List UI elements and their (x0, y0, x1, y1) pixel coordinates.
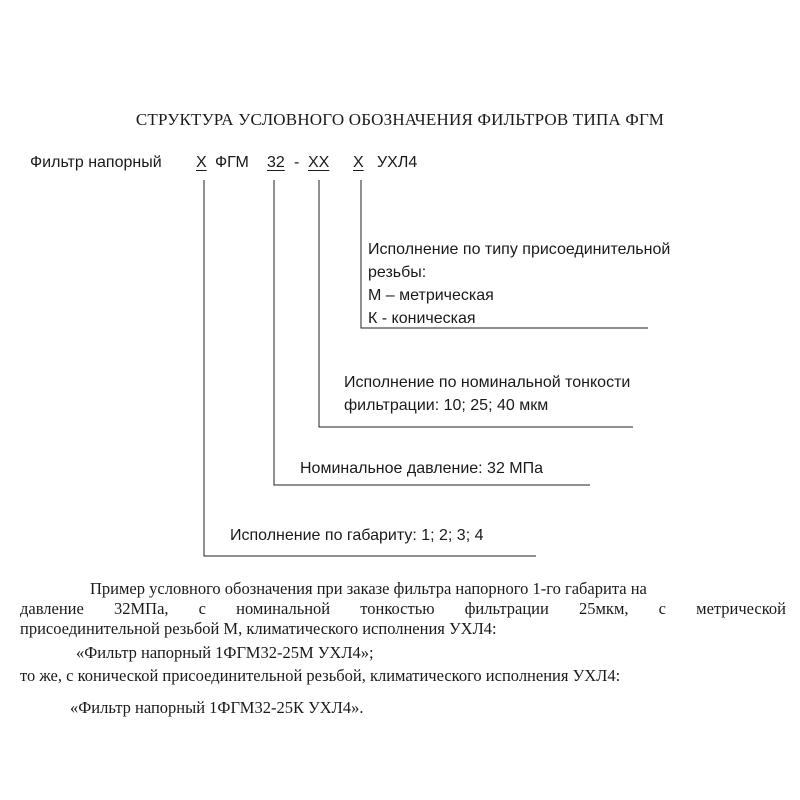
designation-climate: УХЛ4 (377, 154, 418, 171)
callout-thread-line: Исполнение по типу присоединительной (368, 241, 671, 258)
example-designation: «Фильтр напорный 1ФГМ32-25К УХЛ4». (70, 698, 364, 717)
designation-type: ФГМ (215, 154, 249, 171)
callout-pressure: Номинальное давление: 32 МПа (300, 460, 544, 477)
designation-prefix: Фильтр напорный (30, 154, 162, 171)
designation-size-code: Х (196, 154, 207, 171)
callout-thread-line: резьбы: (368, 264, 427, 281)
callout-fineness (344, 371, 630, 417)
designation-fineness-code: ХХ (308, 154, 330, 171)
callout-thread (368, 238, 670, 330)
callout-thread-line: М – метрическая (368, 287, 494, 304)
designation-pressure-code: 32 (267, 154, 285, 171)
example-line: то же, с конической присоединительной резьбой, климатического исполнения УХЛ4: (20, 666, 621, 685)
designation-thread-code: Х (353, 154, 364, 171)
connector-size (204, 180, 536, 556)
example-designation: «Фильтр напорный 1ФГМ32-25М УХЛ4»; (76, 643, 374, 662)
example-line: Пример условного обозначения при заказе фильтра напорного 1-го габарита на (90, 579, 647, 598)
diagram-title: СТРУКТУРА УСЛОВНОГО ОБОЗНАЧЕНИЯ ФИЛЬТРОВ ТИПА ФГМ (135, 110, 665, 129)
callout-fineness-line: фильтрации: 10; 25; 40 мкм (344, 397, 549, 414)
callout-fineness-line: Исполнение по номинальной тонкости (344, 374, 631, 391)
example-line: присоединительной резьбой М, климатического исполнения УХЛ4: (20, 619, 497, 638)
connector-pressure (274, 180, 590, 485)
example-line: давление 32МПа, с номинальной тонкостью фильтрации 25мкм, с метрической (20, 599, 786, 618)
callout-thread-line: К - коническая (368, 310, 476, 327)
callout-size: Исполнение по габариту: 1; 2; 3; 4 (230, 527, 484, 544)
designation-dash: - (294, 154, 300, 171)
